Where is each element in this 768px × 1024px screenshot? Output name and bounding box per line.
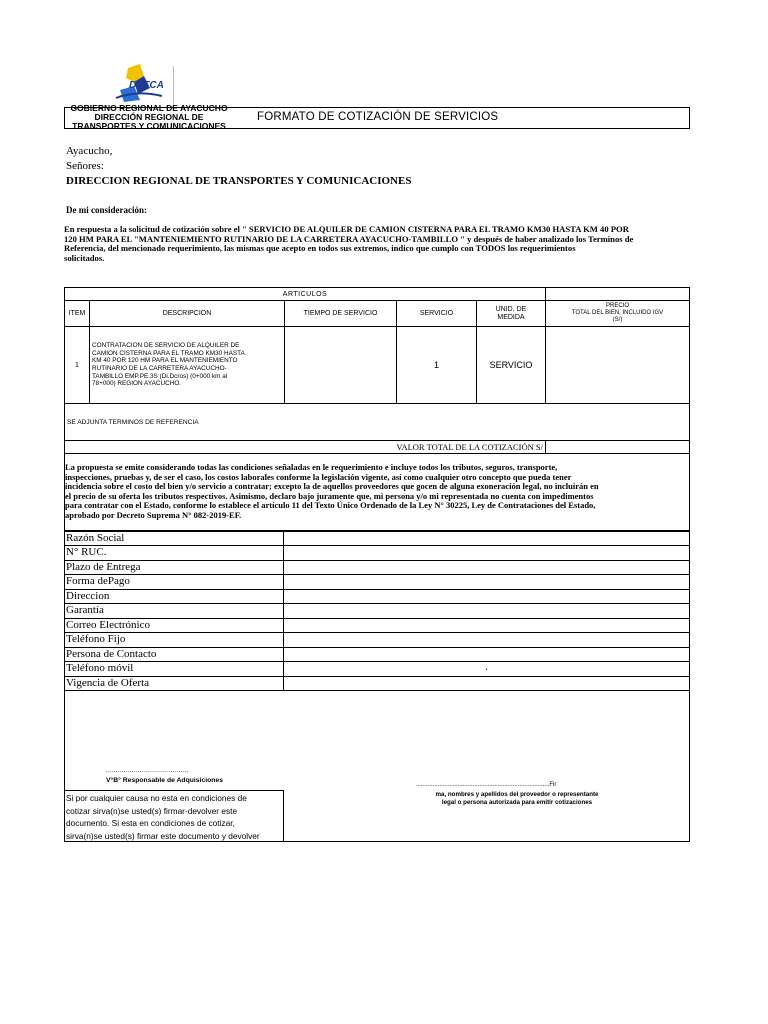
declaration-line: el precio de su oferta los tributos respectivos. Asimismo, declaro bajo juramente que, mi persona y/o mi representada no cuenta con impedimentos <box>65 490 594 501</box>
field-label-ruc: N° RUC. <box>66 546 107 558</box>
row-item: 1 <box>64 326 90 404</box>
total-label: VALOR TOTAL DE LA COTIZACIÓN S/ <box>396 442 543 452</box>
intro-line: solicitados. <box>64 252 105 263</box>
col-precio-line: PRECIO <box>605 303 629 309</box>
col-servicio: SERVICIO <box>396 300 477 327</box>
col-item: ITEM <box>64 300 90 327</box>
logo-divider <box>173 66 174 106</box>
field-value-garantia[interactable] <box>284 604 689 617</box>
right-signature-line: ma, nombres y apellidos del proveedor o representante <box>435 791 599 798</box>
articles-section-label: ARTICULOS <box>64 287 546 301</box>
field-label-forma-pago: Forma dePago <box>66 575 130 587</box>
field-value-telefono-movil[interactable]: . <box>484 661 489 673</box>
desc-line: RUTINARIO DE LA CARRETERA AYACUCHO- <box>92 365 227 372</box>
footer-note <box>66 792 260 842</box>
org-line: TRANSPORTES Y COMUNICACIONES <box>72 121 226 131</box>
field-label-plazo: Plazo de Entrega <box>66 561 141 573</box>
total-value-cell[interactable] <box>545 440 690 454</box>
field-label-vigencia: Vigencia de Oferta <box>66 677 150 689</box>
intro-line: En respuesta a la solicitud de cotización sobre el " SERVICIO DE ALQUILER DE CAMION CISTERNA PARA EL TRAMO KM30 HASTA KM 40 POR <box>64 224 629 234</box>
field-value-vigencia[interactable] <box>284 677 689 690</box>
row-unidad: SERVICIO <box>476 326 546 404</box>
declaration-line: aprobado por Decreto Suprema N° 082-2019-EF. <box>65 509 242 520</box>
total-label-cell <box>64 440 546 454</box>
field-label-garantia: Garantía <box>66 604 104 616</box>
document-title: FORMATO DE COTIZACIÓN DE SERVICIOS <box>257 111 499 123</box>
intro-line: Referencia, del mencionado requerimiento, las mismas que acepto en todos sus extremos, indico que cumplo con TODOS los requerimientos <box>64 243 576 254</box>
row-tiempo[interactable] <box>284 326 397 404</box>
intro-paragraph <box>64 225 633 263</box>
desc-line: KM 40 POR 120 HM PARA EL MANTENIEMIENTO <box>92 357 238 365</box>
declaration-line: inspecciones, pruebas y, de ser el caso, los costos laborales conforme la legislación vigente, así como cualquier otro concepto que pueda tener <box>65 471 572 482</box>
terms-note: SE ADJUNTA TERMINOS DE REFERENCIA <box>67 418 199 426</box>
field-label-razon-social: Razón Social <box>66 532 125 544</box>
row-servicio: 1 <box>396 326 477 404</box>
footer-note-line: documento. Si esta en condiciones de cotizar, <box>66 818 235 829</box>
declaration-paragraph <box>65 463 599 521</box>
field-value-contacto[interactable] <box>284 648 689 661</box>
col-precio <box>545 300 690 327</box>
footer-note-line: sirva(n)se usted(s) firmar este documento y devolver <box>66 830 260 841</box>
desc-line: CAMION CISTERNA PARA EL TRAMO KM30 HASTA <box>92 349 245 357</box>
organization-name <box>64 104 234 131</box>
desc-line: 78+000) REGION AYACUCHO. <box>92 380 182 388</box>
city-line: Ayacucho, <box>66 145 113 157</box>
field-label-contacto: Persona de Contacto <box>66 648 157 660</box>
row-precio[interactable] <box>545 326 690 404</box>
field-label-correo: Correo Electrónico <box>66 619 150 631</box>
left-signature-dots: .......................................... <box>106 768 189 774</box>
greeting: De mi consideración: <box>66 205 147 215</box>
col-precio-line: (S/) <box>612 317 623 323</box>
field-value-forma-pago[interactable] <box>284 575 689 588</box>
logo-text: DRTCA <box>129 80 164 91</box>
entity-name: DIRECCION REGIONAL DE TRANSPORTES Y COMUNICACIONES <box>66 175 412 187</box>
col-unidad-line: MEDIDA <box>497 313 525 321</box>
articles-header-blank <box>545 287 690 301</box>
desc-line: CONTRATACION DE SERVICIO DE ALQUILER DE <box>92 342 240 350</box>
declaration-line: incidencia sobre el costo del bien y/o servicio a contratar; excepto la de aquellos proveedores que gocen de alguna exoneración legal, no incluirán en <box>65 481 599 492</box>
addressee-line: Señores: <box>66 160 104 172</box>
org-line: GOBIERNO REGIONAL DE AYACUCHO <box>70 103 228 113</box>
left-signature-label: V°B° Responsable de Adquisiciones <box>106 777 223 784</box>
field-value-razon-social[interactable] <box>284 532 689 545</box>
note-row <box>64 403 690 441</box>
col-tiempo: TIEMPO DE SERVICIO <box>284 300 397 327</box>
field-label-direccion: Direccion <box>66 590 110 602</box>
desc-line: TAMBILLO EMP.PE.3S (Di.Dcros) (0+000 km al <box>92 372 228 380</box>
col-descripcion: DESCRIPCION <box>89 300 285 327</box>
declaration-line: La propuesta se emite considerando todas las condiciones señaladas en le requerimiento e incluye todos los tributos, seguros, transporte, <box>65 462 558 472</box>
row-description <box>89 326 285 404</box>
row-description-text <box>90 342 245 388</box>
field-label-telefono-movil: Teléfono móvil <box>66 662 134 674</box>
footer-note-line: cotizar sirva(n)se usted(s) firmar-devolver este <box>66 805 238 816</box>
field-value-telefono-fijo[interactable] <box>284 633 689 646</box>
field-label-telefono-fijo: Teléfono Fijo <box>66 633 126 645</box>
right-signature-line: legal o persona autorizada para emitir cotizaciones <box>441 799 593 806</box>
footer-note-line: Si por cualquier causa no esta en condiciones de <box>66 793 247 803</box>
col-precio-line: TOTAL DEL BIEN, INCLUIDO IGV <box>571 310 664 316</box>
declaration-line: para contratar con el Estado, conforme lo establece el artículo 11 del Texto Único Ordenado de la Ley N° 30225, Ley de Contrataciones del Estado, <box>65 500 596 511</box>
field-value-plazo[interactable] <box>284 561 689 574</box>
intro-line: 120 HM PARA EL "MANTENIEMIENTO RUTINARIO DE LA CARRETERA AYACUCHO-TAMBILLO " y después de haber analizado los Terminos de <box>64 233 634 244</box>
right-signature-label <box>412 791 622 807</box>
field-value-ruc[interactable] <box>284 546 689 559</box>
col-unidad-line: UNID. DE <box>495 305 527 313</box>
field-value-direccion[interactable] <box>284 590 689 603</box>
col-unidad <box>476 300 546 327</box>
org-line: DIRECCIÓN REGIONAL DE <box>94 112 204 122</box>
right-signature-dots: ................................................................................Fir <box>416 782 557 788</box>
field-value-correo[interactable] <box>284 619 689 632</box>
